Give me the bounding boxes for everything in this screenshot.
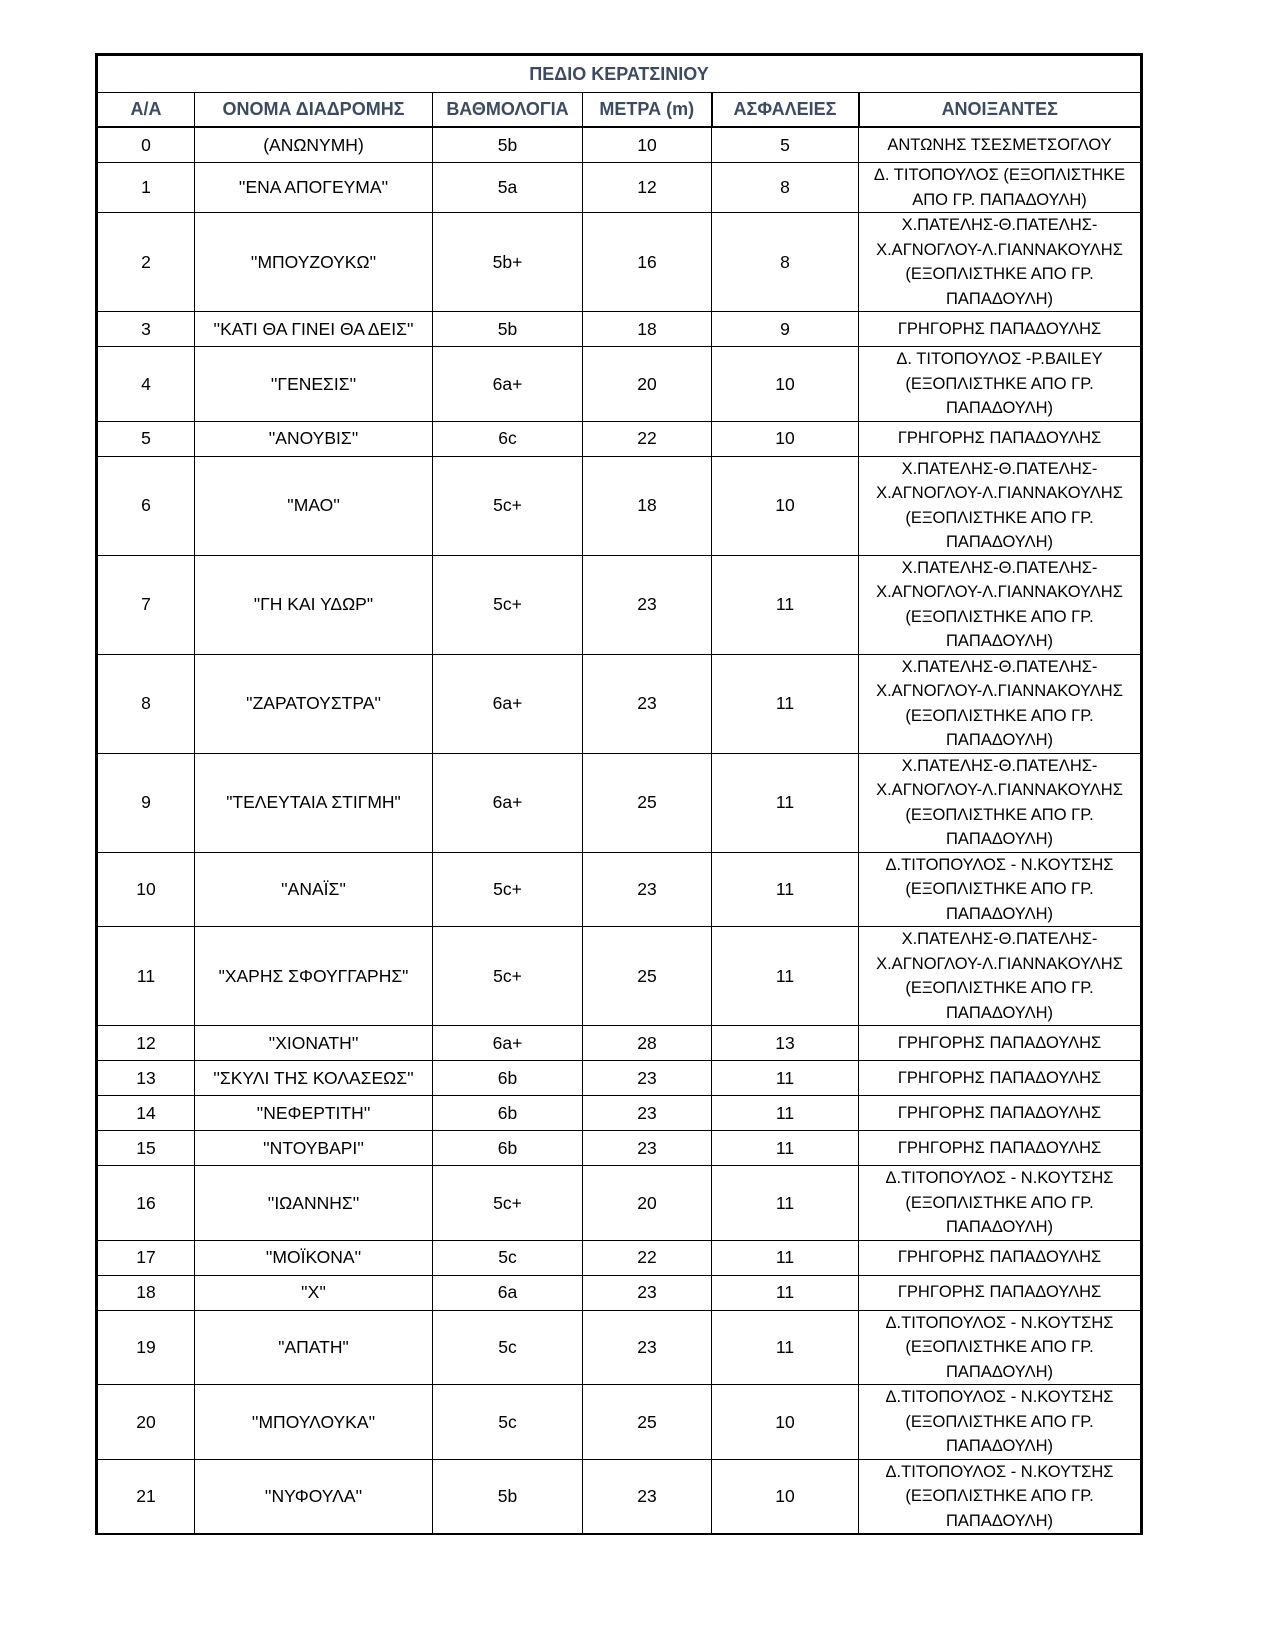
cell-route-name: "ΤΕΛΕΥΤΑΙΑ ΣΤΙΓΜΗ" [195,753,433,852]
cell-openers: Δ.ΤΙΤΟΠΟΥΛΟΣ - Ν.ΚΟΥΤΣΗΣ (ΕΞΟΠΛΙΣΤΗΚΕ ΑΠΟ ΓΡ. ΠΑΠΑΔΟΥΛΗ) [859,1166,1142,1241]
cell-meters: 23 [583,654,712,753]
cell-index: 18 [97,1275,195,1310]
cell-bolts: 11 [712,1275,859,1310]
cell-route-name: ''ΖΑΡΑΤΟΥΣΤΡΑ'' [195,654,433,753]
cell-openers: ΓΡΗΓΟΡΗΣ ΠΑΠΑΔΟΥΛΗΣ [859,1096,1142,1131]
cell-grade: 5b+ [433,213,583,312]
cell-meters: 25 [583,1385,712,1460]
cell-openers: ΓΡΗΓΟΡΗΣ ΠΑΠΑΔΟΥΛΗΣ [859,1026,1142,1061]
cell-route-name: ''ΧΙΟΝΑΤΗ'' [195,1026,433,1061]
cell-openers: ΓΡΗΓΟΡΗΣ ΠΑΠΑΔΟΥΛΗΣ [859,1131,1142,1166]
cell-index: 0 [97,127,195,163]
routes-table [95,53,1143,1535]
cell-bolts: 13 [712,1026,859,1061]
cell-grade: 5b [433,312,583,347]
cell-openers: ΑΝΤΩΝΗΣ ΤΣΕΣΜΕΤΣΟΓΛΟΥ [859,127,1142,163]
cell-index: 5 [97,421,195,456]
table-row [97,927,1142,1026]
cell-openers: ΓΡΗΓΟΡΗΣ ΠΑΠΑΔΟΥΛΗΣ [859,421,1142,456]
table-row [97,852,1142,927]
cell-meters: 16 [583,213,712,312]
cell-bolts: 8 [712,213,859,312]
cell-meters: 25 [583,927,712,1026]
table-row [97,1096,1142,1131]
cell-route-name: ''ΝΥΦΟΥΛΑ'' [195,1459,433,1534]
header-openers: ΑΝΟΙΞΑΝΤΕΣ [859,93,1142,128]
cell-openers: Δ.ΤΙΤΟΠΟΥΛΟΣ - Ν.ΚΟΥΤΣΗΣ (ΕΞΟΠΛΙΣΤΗΚΕ ΑΠΟ ΓΡ. ΠΑΠΑΔΟΥΛΗ) [859,1385,1142,1460]
cell-meters: 25 [583,753,712,852]
cell-grade: 5c+ [433,555,583,654]
table-row [97,1166,1142,1241]
cell-meters: 22 [583,1240,712,1275]
cell-grade: 6a+ [433,753,583,852]
cell-route-name: ''ΝΤΟΥΒΑΡΙ'' [195,1131,433,1166]
cell-meters: 23 [583,1096,712,1131]
cell-grade: 5c+ [433,456,583,555]
cell-meters: 23 [583,852,712,927]
cell-meters: 23 [583,1459,712,1534]
cell-bolts: 10 [712,1385,859,1460]
cell-bolts: 10 [712,1459,859,1534]
cell-grade: 5b [433,127,583,163]
cell-openers: Δ.ΤΙΤΟΠΟΥΛΟΣ - Ν.ΚΟΥΤΣΗΣ (ΕΞΟΠΛΙΣΤΗΚΕ ΑΠΟ ΓΡ. ΠΑΠΑΔΟΥΛΗ) [859,1459,1142,1534]
cell-route-name: "ΧΑΡΗΣ ΣΦΟΥΓΓΑΡΗΣ" [195,927,433,1026]
table-row [97,1240,1142,1275]
cell-grade: 6a [433,1275,583,1310]
table-row [97,654,1142,753]
cell-index: 15 [97,1131,195,1166]
cell-openers: ΓΡΗΓΟΡΗΣ ΠΑΠΑΔΟΥΛΗΣ [859,1061,1142,1096]
cell-grade: 6c [433,421,583,456]
cell-bolts: 11 [712,1166,859,1241]
cell-openers: Χ.ΠΑΤΕΛΗΣ-Θ.ΠΑΤΕΛΗΣ-Χ.ΑΓΝΟΓΛΟΥ-Λ.ΓΙΑΝΝΑΚΟΥΛΗΣ (ΕΞΟΠΛΙΣΤΗΚΕ ΑΠΟ ΓΡ. ΠΑΠΑΔΟΥΛΗ) [859,555,1142,654]
cell-meters: 20 [583,1166,712,1241]
header-bolts: ΑΣΦΑΛΕΙΕΣ [712,93,859,128]
cell-meters: 28 [583,1026,712,1061]
cell-index: 12 [97,1026,195,1061]
table-row [97,1131,1142,1166]
cell-index: 10 [97,852,195,927]
cell-grade: 6b [433,1061,583,1096]
cell-meters: 20 [583,347,712,422]
cell-route-name: ''ΓΕΝΕΣΙΣ'' [195,347,433,422]
cell-openers: ΓΡΗΓΟΡΗΣ ΠΑΠΑΔΟΥΛΗΣ [859,1275,1142,1310]
cell-meters: 23 [583,1061,712,1096]
cell-grade: 6a+ [433,1026,583,1061]
cell-index: 2 [97,213,195,312]
cell-route-name: "ΑΠΑΤΗ" [195,1310,433,1385]
cell-route-name: ''ΜΠΟΥΛΟΥΚΑ'' [195,1385,433,1460]
cell-openers: Χ.ΠΑΤΕΛΗΣ-Θ.ΠΑΤΕΛΗΣ-Χ.ΑΓΝΟΓΛΟΥ-Λ.ΓΙΑΝΝΑΚΟΥΛΗΣ (ΕΞΟΠΛΙΣΤΗΚΕ ΑΠΟ ΓΡ. ΠΑΠΑΔΟΥΛΗ) [859,753,1142,852]
cell-index: 14 [97,1096,195,1131]
cell-bolts: 9 [712,312,859,347]
cell-bolts: 11 [712,852,859,927]
header-route-name: ΟΝΟΜΑ ΔΙΑΔΡΟΜΗΣ [195,93,433,128]
header-grade: ΒΑΘΜΟΛΟΓΙΑ [433,93,583,128]
cell-grade: 6a+ [433,654,583,753]
table-row [97,1061,1142,1096]
cell-index: 21 [97,1459,195,1534]
cell-index: 20 [97,1385,195,1460]
cell-grade: 5c [433,1240,583,1275]
cell-openers: Δ.ΤΙΤΟΠΟΥΛΟΣ - Ν.ΚΟΥΤΣΗΣ (ΕΞΟΠΛΙΣΤΗΚΕ ΑΠΟ ΓΡ. ΠΑΠΑΔΟΥΛΗ) [859,1310,1142,1385]
cell-meters: 23 [583,1310,712,1385]
cell-bolts: 10 [712,456,859,555]
cell-index: 3 [97,312,195,347]
cell-index: 13 [97,1061,195,1096]
cell-route-name: ''ΜΑΟ'' [195,456,433,555]
cell-openers: Χ.ΠΑΤΕΛΗΣ-Θ.ΠΑΤΕΛΗΣ-Χ.ΑΓΝΟΓΛΟΥ-Λ.ΓΙΑΝΝΑΚΟΥΛΗΣ (ΕΞΟΠΛΙΣΤΗΚΕ ΑΠΟ ΓΡ. ΠΑΠΑΔΟΥΛΗ) [859,927,1142,1026]
cell-bolts: 11 [712,927,859,1026]
cell-route-name: ''ΑΝΑΪΣ'' [195,852,433,927]
cell-grade: 5a [433,163,583,213]
cell-meters: 23 [583,1275,712,1310]
cell-route-name: ''ΚΑΤΙ ΘΑ ΓΙΝΕΙ ΘΑ ΔΕΙΣ'' [195,312,433,347]
table-row [97,1385,1142,1460]
cell-grade: 5c [433,1310,583,1385]
cell-index: 19 [97,1310,195,1385]
cell-bolts: 11 [712,654,859,753]
cell-route-name: ''Χ'' [195,1275,433,1310]
cell-index: 6 [97,456,195,555]
cell-meters: 23 [583,1131,712,1166]
cell-meters: 22 [583,421,712,456]
cell-meters: 12 [583,163,712,213]
cell-route-name: ''ΙΩΑΝΝΗΣ'' [195,1166,433,1241]
cell-index: 17 [97,1240,195,1275]
cell-bolts: 11 [712,555,859,654]
cell-grade: 5c+ [433,927,583,1026]
cell-bolts: 10 [712,347,859,422]
header-index: Α/Α [97,93,195,128]
cell-index: 8 [97,654,195,753]
cell-route-name: "ΓΗ ΚΑΙ ΥΔΩΡ" [195,555,433,654]
table-row [97,421,1142,456]
table-row [97,1275,1142,1310]
table-row [97,1459,1142,1534]
cell-index: 11 [97,927,195,1026]
table-row [97,555,1142,654]
cell-route-name: ''ΝΕΦΕΡΤΙΤΗ'' [195,1096,433,1131]
cell-route-name: ''ΜΠΟΥΖΟΥΚΩ'' [195,213,433,312]
table-row [97,1310,1142,1385]
cell-bolts: 11 [712,1061,859,1096]
cell-bolts: 11 [712,1240,859,1275]
cell-openers: Χ.ΠΑΤΕΛΗΣ-Θ.ΠΑΤΕΛΗΣ-Χ.ΑΓΝΟΓΛΟΥ-Λ.ΓΙΑΝΝΑΚΟΥΛΗΣ (ΕΞΟΠΛΙΣΤΗΚΕ ΑΠΟ ΓΡ. ΠΑΠΑΔΟΥΛΗ) [859,456,1142,555]
cell-meters: 18 [583,456,712,555]
table-row [97,213,1142,312]
cell-openers: ΓΡΗΓΟΡΗΣ ΠΑΠΑΔΟΥΛΗΣ [859,1240,1142,1275]
cell-openers: Δ. ΤΙΤΟΠΟΥΛΟΣ (ΕΞΟΠΛΙΣΤΗΚΕ ΑΠΟ ΓΡ. ΠΑΠΑΔΟΥΛΗ) [859,163,1142,213]
cell-bolts: 11 [712,1096,859,1131]
table-row [97,312,1142,347]
cell-bolts: 5 [712,127,859,163]
cell-route-name: ''ΣΚΥΛΙ ΤΗΣ ΚΟΛΑΣΕΩΣ'' [195,1061,433,1096]
cell-bolts: 10 [712,421,859,456]
cell-openers: Χ.ΠΑΤΕΛΗΣ-Θ.ΠΑΤΕΛΗΣ-Χ.ΑΓΝΟΓΛΟΥ-Λ.ΓΙΑΝΝΑΚΟΥΛΗΣ (ΕΞΟΠΛΙΣΤΗΚΕ ΑΠΟ ΓΡ. ΠΑΠΑΔΟΥΛΗ) [859,213,1142,312]
cell-openers: Δ. ΤΙΤΟΠΟΥΛΟΣ -P.BAILEY (ΕΞΟΠΛΙΣΤΗΚΕ ΑΠΟ ΓΡ. ΠΑΠΑΔΟΥΛΗ) [859,347,1142,422]
table-row [97,1026,1142,1061]
header-meters: ΜΕΤΡΑ (m) [583,93,712,128]
cell-index: 9 [97,753,195,852]
table-row [97,163,1142,213]
cell-bolts: 11 [712,1310,859,1385]
cell-bolts: 11 [712,1131,859,1166]
cell-openers: ΓΡΗΓΟΡΗΣ ΠΑΠΑΔΟΥΛΗΣ [859,312,1142,347]
cell-route-name: ''ΜΟΪΚΟΝΑ'' [195,1240,433,1275]
cell-openers: Δ.ΤΙΤΟΠΟΥΛΟΣ - Ν.ΚΟΥΤΣΗΣ (ΕΞΟΠΛΙΣΤΗΚΕ ΑΠΟ ΓΡ. ΠΑΠΑΔΟΥΛΗ) [859,852,1142,927]
cell-index: 4 [97,347,195,422]
cell-index: 16 [97,1166,195,1241]
cell-grade: 6b [433,1131,583,1166]
cell-route-name: ''ΑΝΟΥΒΙΣ'' [195,421,433,456]
cell-grade: 5c+ [433,1166,583,1241]
cell-index: 7 [97,555,195,654]
cell-route-name: (ΑΝΩΝΥΜΗ) [195,127,433,163]
cell-route-name: ''ΕΝΑ ΑΠΟΓΕΥΜΑ'' [195,163,433,213]
cell-meters: 10 [583,127,712,163]
table-row [97,127,1142,163]
cell-grade: 6b [433,1096,583,1131]
cell-index: 1 [97,163,195,213]
cell-grade: 6a+ [433,347,583,422]
cell-grade: 5c+ [433,852,583,927]
cell-bolts: 11 [712,753,859,852]
cell-meters: 18 [583,312,712,347]
table-title: ΠΕΔΙΟ ΚΕΡΑΤΣΙΝΙΟΥ [97,55,1142,93]
cell-meters: 23 [583,555,712,654]
cell-grade: 5c [433,1385,583,1460]
cell-openers: Χ.ΠΑΤΕΛΗΣ-Θ.ΠΑΤΕΛΗΣ-Χ.ΑΓΝΟΓΛΟΥ-Λ.ΓΙΑΝΝΑΚΟΥΛΗΣ (ΕΞΟΠΛΙΣΤΗΚΕ ΑΠΟ ΓΡ. ΠΑΠΑΔΟΥΛΗ) [859,654,1142,753]
table-row [97,753,1142,852]
cell-grade: 5b [433,1459,583,1534]
cell-bolts: 8 [712,163,859,213]
table-row [97,456,1142,555]
table-row [97,347,1142,422]
